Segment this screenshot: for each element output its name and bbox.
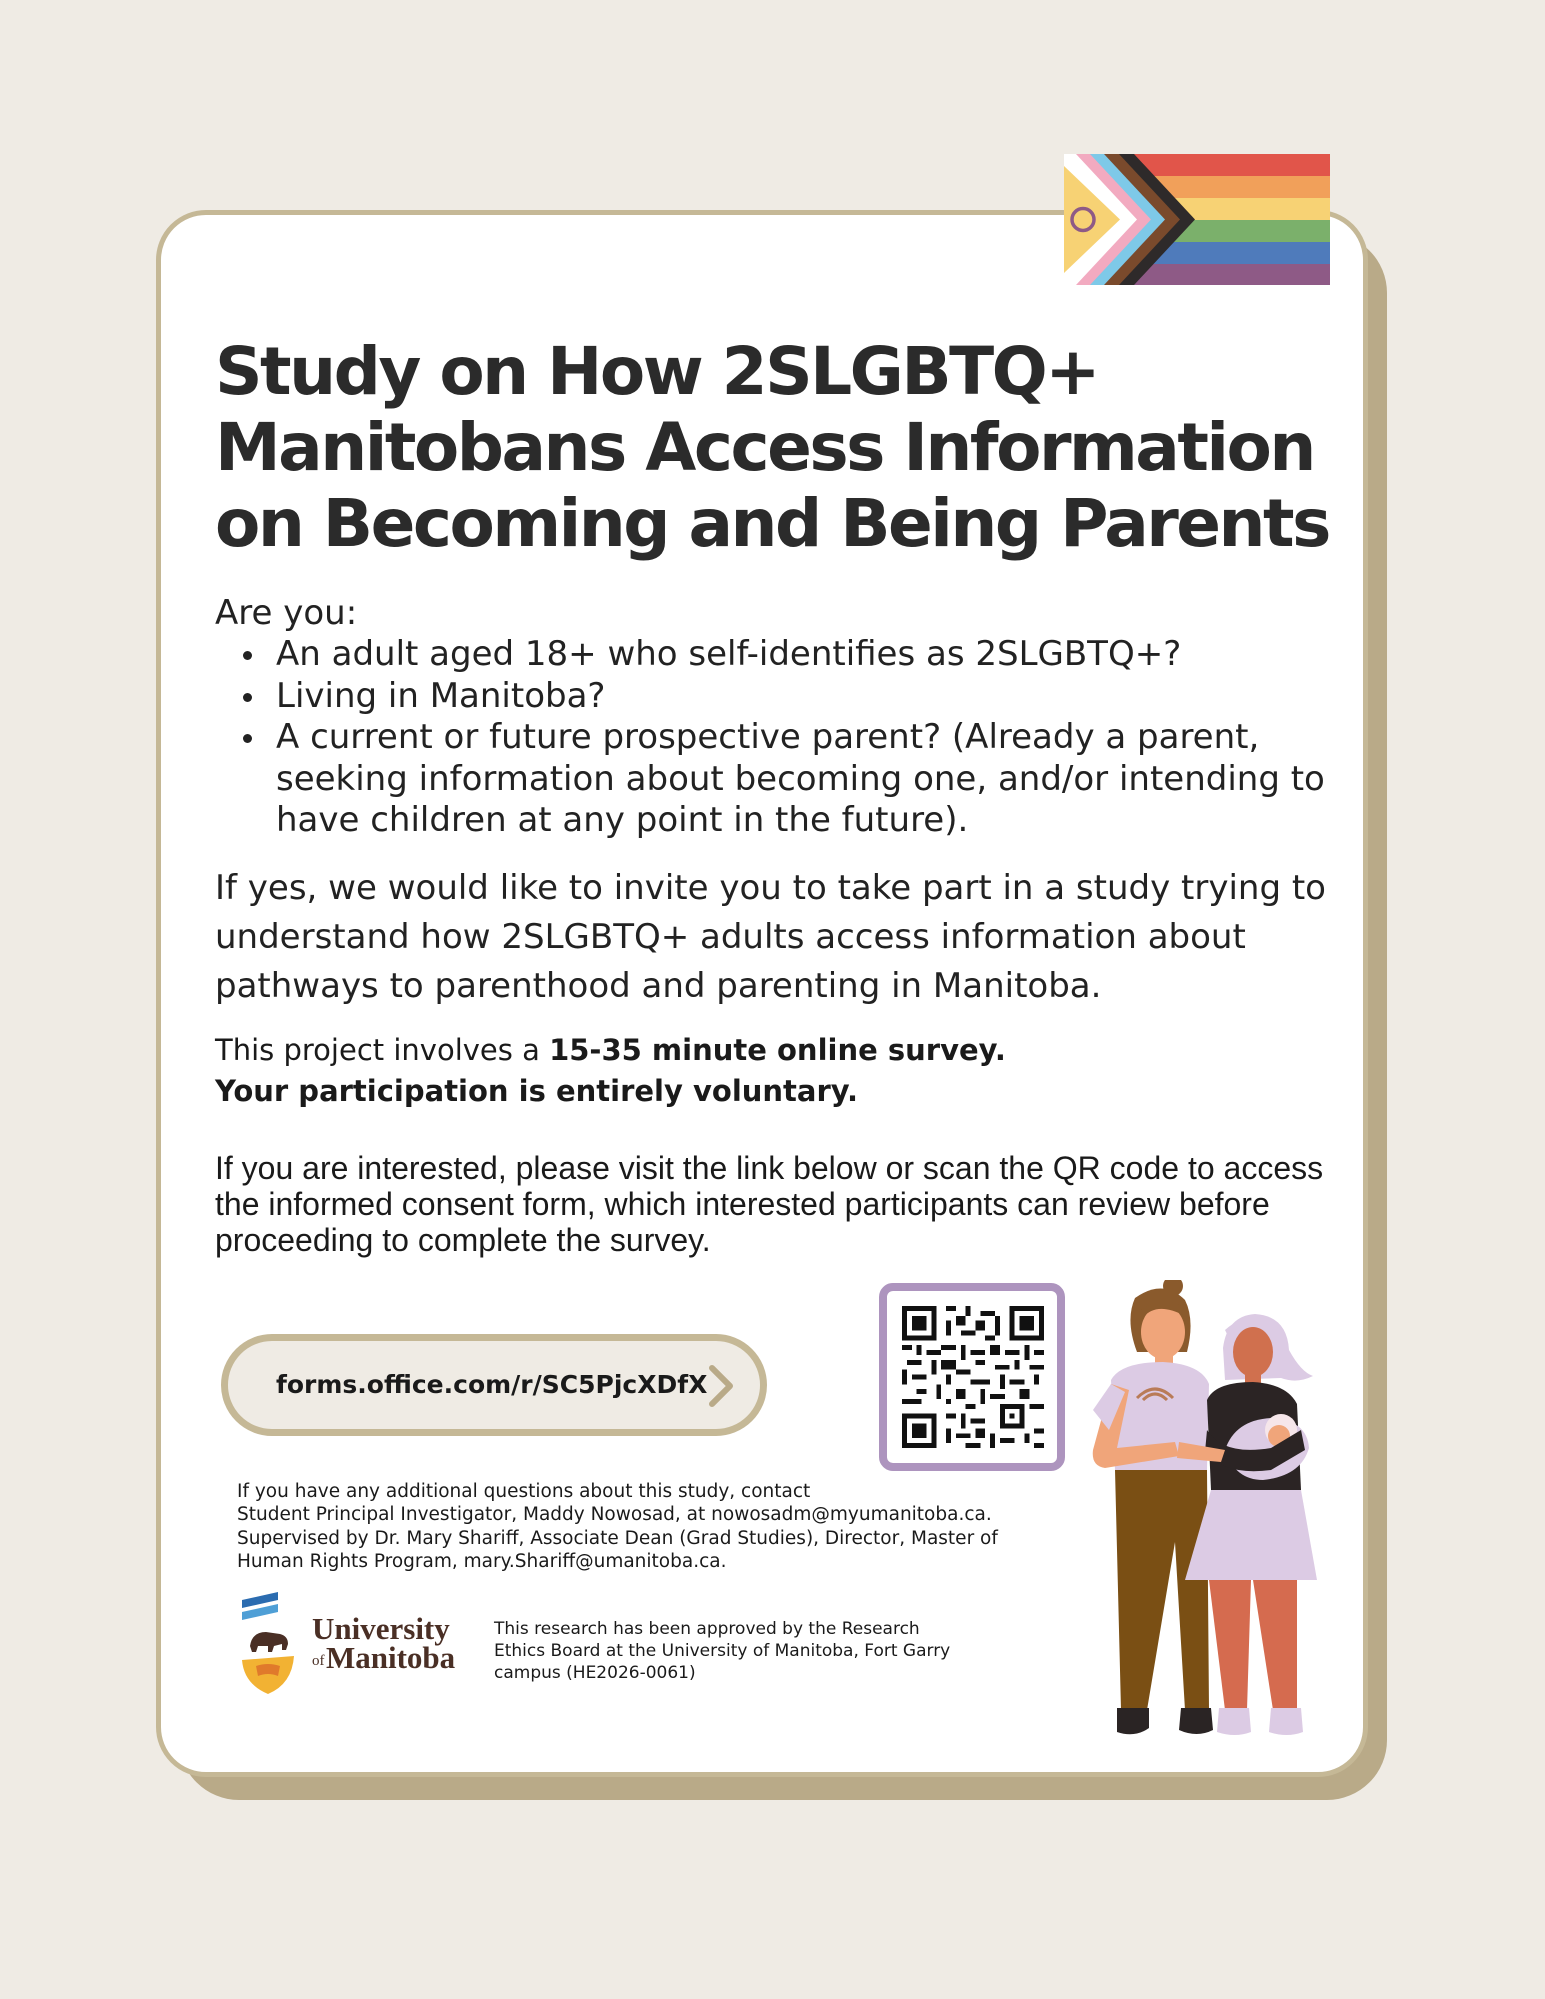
contact-line: If you have any additional questions about this study, contact: [237, 1481, 811, 1502]
family-illustration: [1075, 1280, 1335, 1744]
invitation-paragraph: If yes, we would like to invite you to take part in a study trying to understand how 2SLGBTQ+ adults access information about pathways to parenthood and parenting in Manitoba.: [215, 868, 1326, 1006]
eligibility-list: [215, 634, 1335, 842]
university-logo: [238, 1592, 468, 1696]
title-line: on Becoming and Being Parents: [215, 485, 1329, 562]
survey-link-button[interactable]: [221, 1334, 767, 1436]
university-shield-icon: [238, 1592, 298, 1696]
approval-line: Ethics Board at the University of Manitoba, Fort Garry: [494, 1641, 951, 1661]
survey-details-prefix: This project involves a: [215, 1033, 550, 1067]
contact-line[interactable]: Student Principal Investigator, Maddy Nowosad, at nowosadm@myumanitoba.ca.: [237, 1504, 992, 1526]
approval-line: campus (HE2026-0061): [494, 1663, 696, 1683]
progress-pride-flag-icon: [1064, 154, 1330, 285]
ethics-approval-note: [494, 1618, 1014, 1684]
logo-university-word: University: [312, 1611, 450, 1646]
voluntary-notice: Your participation is entirely voluntary.: [215, 1074, 859, 1108]
contact-info: [237, 1480, 1077, 1573]
contact-line: Supervised by Dr. Mary Shariff, Associate Dean (Grad Studies), Director, Master of: [237, 1527, 998, 1549]
instructions-paragraph: If you are interested, please visit the link below or scan the QR code to access the informed consent form, which interested participants can review before proceeding to complete the survey.: [215, 1150, 1324, 1258]
eligibility-item: An adult aged 18+ who self-identifies as 2SLGBTQ+?: [215, 634, 1335, 676]
eligibility-item: A current or future prospective parent? (Already a parent, seeking information about becoming one, and/or intending to have children at any point in the future).: [215, 717, 1335, 842]
survey-link-text[interactable]: forms.office.com/r/SC5PjcXDfX: [276, 1370, 708, 1399]
survey-details: [215, 1030, 1335, 1112]
chevron-right-icon: [700, 1364, 740, 1408]
title-line: Study on How 2SLGBTQ+: [215, 333, 1099, 410]
page-title: [215, 334, 1335, 562]
logo-manitoba-word: Manitoba: [326, 1640, 456, 1675]
title-line: Manitobans Access Information: [215, 409, 1314, 486]
approval-line: This research has been approved by the Research: [494, 1619, 920, 1639]
qr-code-icon: [902, 1306, 1044, 1448]
are-you-heading: Are you:: [215, 593, 358, 633]
contact-line[interactable]: Human Rights Program, mary.Shariff@umanitoba.ca.: [237, 1550, 727, 1572]
qr-code-frame[interactable]: [879, 1283, 1065, 1471]
logo-of-word: of: [312, 1653, 325, 1669]
survey-duration: 15-35 minute online survey.: [549, 1033, 1006, 1067]
eligibility-item: Living in Manitoba?: [215, 676, 1335, 718]
